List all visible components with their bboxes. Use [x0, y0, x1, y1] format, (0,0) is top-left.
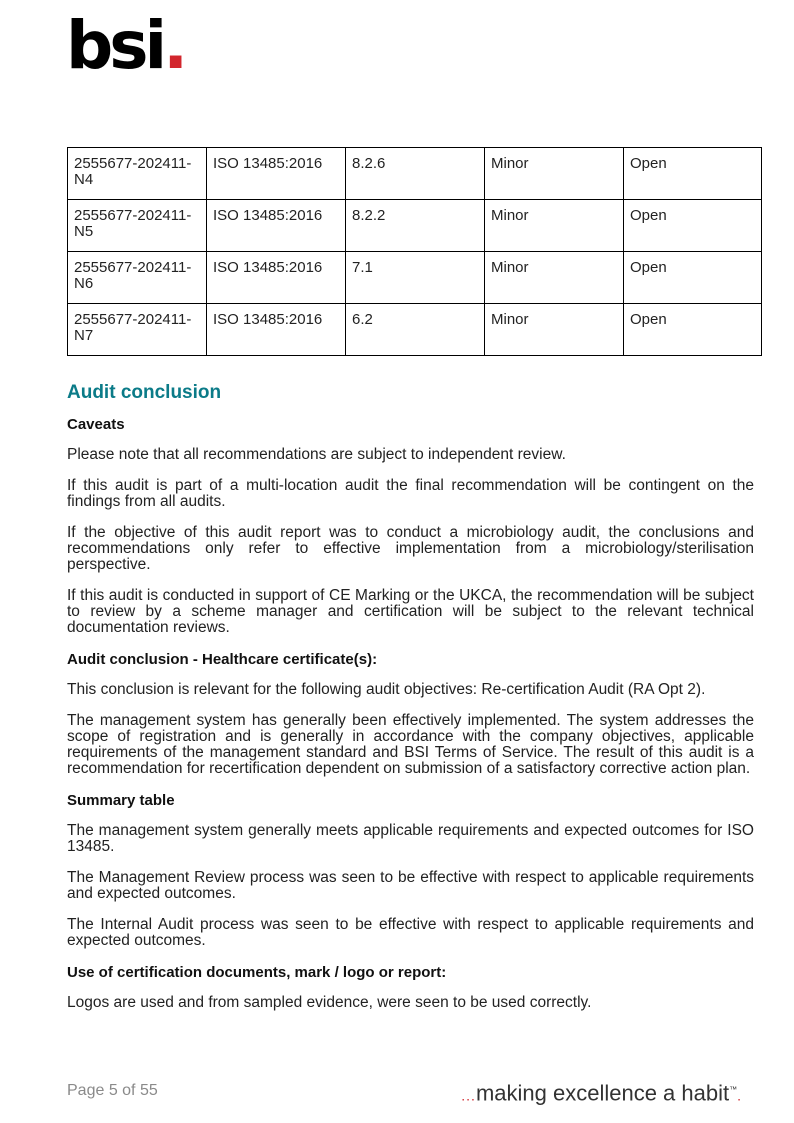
finding-status: Open — [624, 148, 762, 200]
finding-grade: Minor — [485, 304, 624, 356]
healthcare-paragraph: This conclusion is relevant for the following audit objectives: Re-certification Audit (RA Opt 2). — [67, 681, 706, 698]
bsi-logo — [66, 6, 184, 86]
logo-use-heading: Use of certification documents, mark / logo or report: — [67, 964, 447, 981]
table-row — [68, 304, 762, 356]
caveat-paragraph: If this audit is part of a multi-location audit the final recommendation will be contingent on the findings from all audits. — [67, 477, 754, 510]
caveat-paragraph: If the objective of this audit report was to conduct a microbiology audit, the conclusions and recommendations only refer to effective implementation from a microbiology/sterilisation perspective. — [67, 524, 754, 573]
finding-grade: Minor — [485, 252, 624, 304]
summary-heading: Summary table — [67, 792, 175, 809]
finding-clause: 7.1 — [346, 252, 485, 304]
table-row — [68, 252, 762, 304]
summary-paragraph: The management system generally meets applicable requirements and expected outcomes for ISO 13485. — [67, 822, 754, 855]
logo-dot: . — [163, 7, 185, 84]
findings-table — [67, 147, 762, 356]
audit-conclusion-section — [67, 380, 754, 1026]
logo-text: bsi — [66, 7, 164, 84]
finding-clause: 8.2.6 — [346, 148, 485, 200]
finding-standard: ISO 13485:2016 — [207, 304, 346, 356]
caveat-paragraph: If this audit is conducted in support of CE Marking or the UKCA, the recommendation will be subject to review by a scheme manager and certification will be subject to the relevant technical documentation reviews. — [67, 587, 754, 636]
section-heading: Audit conclusion — [67, 382, 222, 403]
table-row — [68, 148, 762, 200]
summary-paragraph: The Management Review process was seen to be effective with respect to applicable requirements and expected outcomes. — [67, 869, 754, 902]
page-number: Page 5 of 55 — [67, 1082, 158, 1099]
tagline-text: making excellence a habit — [475, 1080, 730, 1106]
summary-paragraph: The Internal Audit process was seen to be effective with respect to applicable requirements and expected outcomes. — [67, 916, 754, 949]
finding-standard: ISO 13485:2016 — [207, 252, 346, 304]
finding-ref: 2555677-202411-N4 — [68, 148, 207, 200]
finding-standard: ISO 13485:2016 — [207, 200, 346, 252]
caveat-paragraph: Please note that all recommendations are subject to independent review. — [67, 446, 566, 463]
healthcare-paragraph: The management system has generally been effectively implemented. The system addresses the scope of registration and is generally in accordance with the company objectives, applicable requirements of the management standard and BSI Terms of Service. The result of this audit is a recommendation for recertification dependent on submission of a satisfactory corrective action plan. — [67, 712, 754, 777]
caveats-heading: Caveats — [67, 416, 125, 433]
healthcare-heading: Audit conclusion - Healthcare certificate(s): — [67, 651, 378, 668]
logo-use-paragraph: Logos are used and from sampled evidence, were seen to be used correctly. — [67, 994, 592, 1011]
finding-grade: Minor — [485, 148, 624, 200]
finding-grade: Minor — [485, 200, 624, 252]
finding-status: Open — [624, 304, 762, 356]
table-row — [68, 200, 762, 252]
finding-ref: 2555677-202411-N5 — [68, 200, 207, 252]
finding-status: Open — [624, 252, 762, 304]
finding-status: Open — [624, 200, 762, 252]
finding-ref: 2555677-202411-N6 — [68, 252, 207, 304]
tagline-dots: ... — [461, 1087, 476, 1104]
tagline — [461, 1076, 742, 1109]
tagline-end: . — [737, 1087, 742, 1104]
tagline-trademark: ™ — [729, 1085, 738, 1094]
finding-ref: 2555677-202411-N7 — [68, 304, 207, 356]
finding-standard: ISO 13485:2016 — [207, 148, 346, 200]
finding-clause: 8.2.2 — [346, 200, 485, 252]
finding-clause: 6.2 — [346, 304, 485, 356]
